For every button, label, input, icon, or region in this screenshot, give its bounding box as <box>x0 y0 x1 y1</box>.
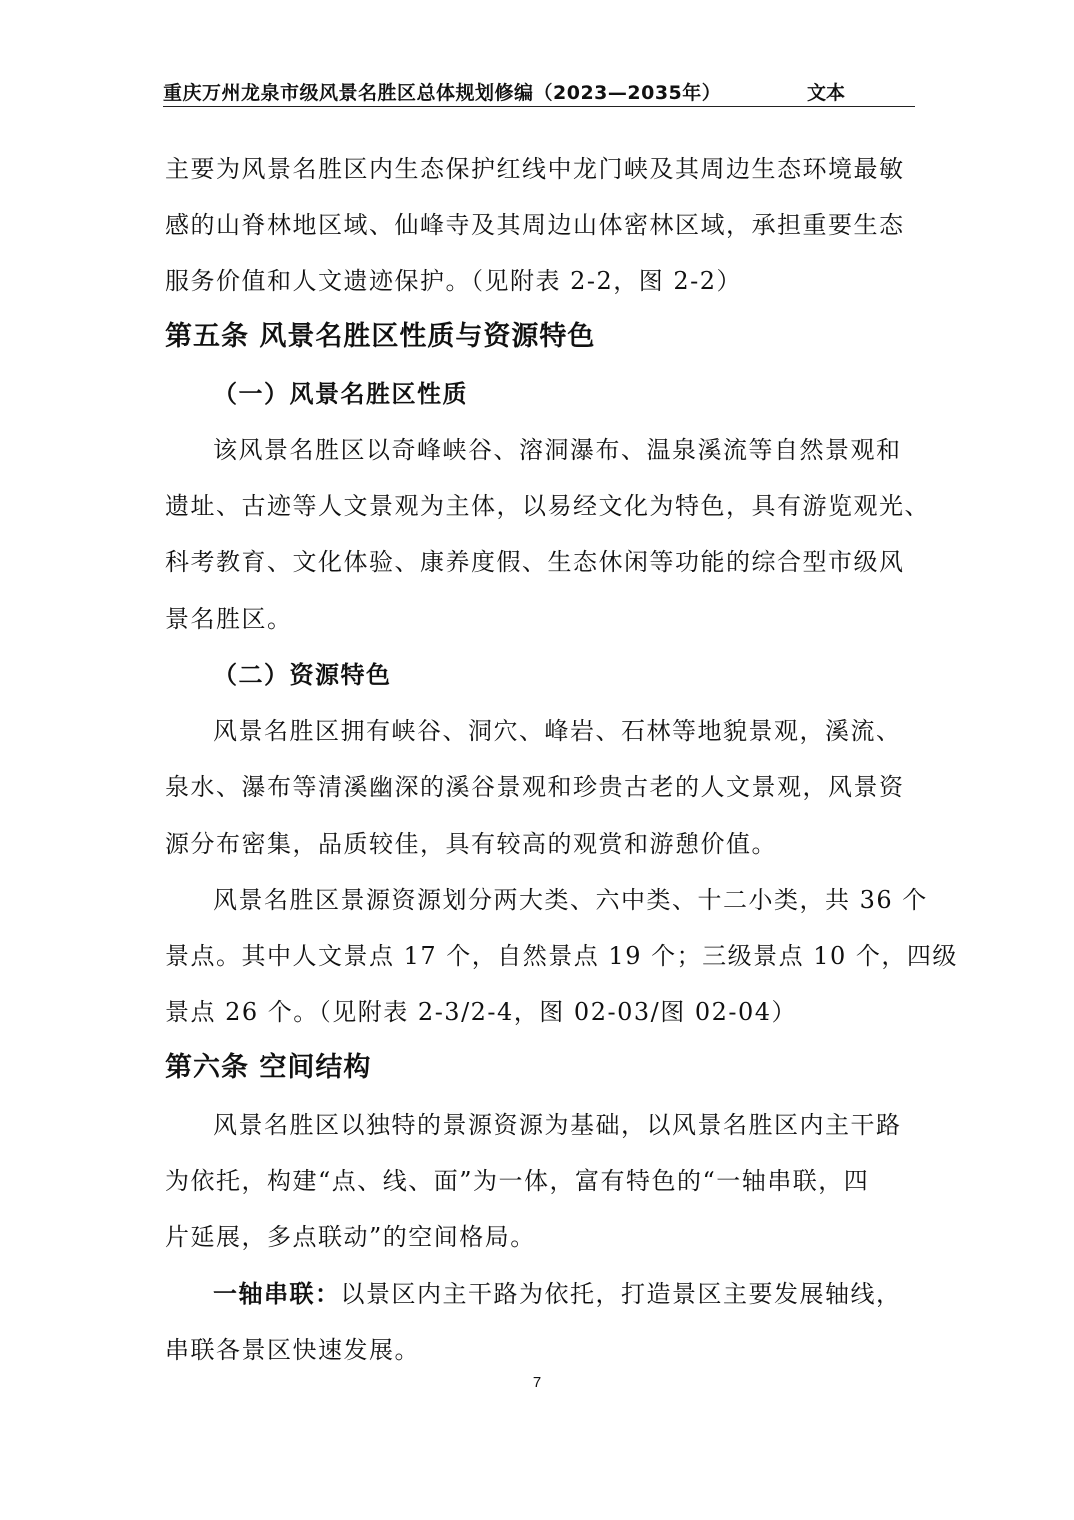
subsection-heading: （二）资源特色 <box>213 661 392 689</box>
page-number: 7 <box>532 1374 542 1391</box>
body-line: 感的山脊林地区域、仙峰寺及其周边山体密林区域，承担重要生态 <box>165 211 905 239</box>
body-line: 服务价值和人文遗迹保护。（见附表 2-2，图 2-2） <box>165 267 743 295</box>
body-line: 该风景名胜区以奇峰峡谷、溶洞瀑布、温泉溪流等自然景观和 <box>213 436 902 464</box>
section-heading: 第五条 风景名胜区性质与资源特色 <box>165 321 596 352</box>
subsection-heading: （一）风景名胜区性质 <box>213 380 468 408</box>
body-line: 遗址、古迹等人文景观为主体，以易经文化为特色，具有游览观光、 <box>165 492 930 520</box>
body-line: 片延展，多点联动”的空间格局。 <box>165 1223 536 1251</box>
axis-lead-label: 一轴串联： <box>213 1280 341 1308</box>
axis-text: 以景区内主干路为依托，打造景区主要发展轴线， <box>340 1280 902 1308</box>
body-line: 景点。其中人文景点 17 个，自然景点 19 个；三级景点 10 个，四级 <box>165 942 958 970</box>
body-line: 景名胜区。 <box>165 605 293 633</box>
body-line: 风景名胜区以独特的景源资源为基础，以风景名胜区内主干路 <box>213 1111 902 1139</box>
body-line <box>213 1279 902 1309</box>
header-title: 重庆万州龙泉市级风景名胜区总体规划修编（2023—2035年） <box>163 82 722 104</box>
header-tag: 文本 <box>807 82 846 104</box>
section-heading: 第六条 空间结构 <box>165 1052 372 1083</box>
body-line: 泉水、瀑布等清溪幽深的溪谷景观和珍贵古老的人文景观，风景资 <box>165 773 905 801</box>
body-line: 风景名胜区景源资源划分两大类、六中类、十二小类，共 36 个 <box>213 886 928 914</box>
body-line: 为依托，构建“点、线、面”为一体，富有特色的“一轴串联，四 <box>165 1167 870 1195</box>
body-line: 源分布密集，品质较佳，具有较高的观赏和游憩价值。 <box>165 830 777 858</box>
page-header <box>163 76 915 107</box>
body-line: 主要为风景名胜区内生态保护红线中龙门峡及其周边生态环境最敏 <box>165 155 905 183</box>
body-line: 科考教育、文化体验、康养度假、生态休闲等功能的综合型市级风 <box>165 548 905 576</box>
body-line: 风景名胜区拥有峡谷、洞穴、峰岩、石林等地貌景观，溪流、 <box>213 717 902 745</box>
body-line: 串联各景区快速发展。 <box>165 1336 420 1364</box>
body-line: 景点 26 个。（见附表 2-3/2-4，图 02-03/图 02-04） <box>165 998 798 1026</box>
